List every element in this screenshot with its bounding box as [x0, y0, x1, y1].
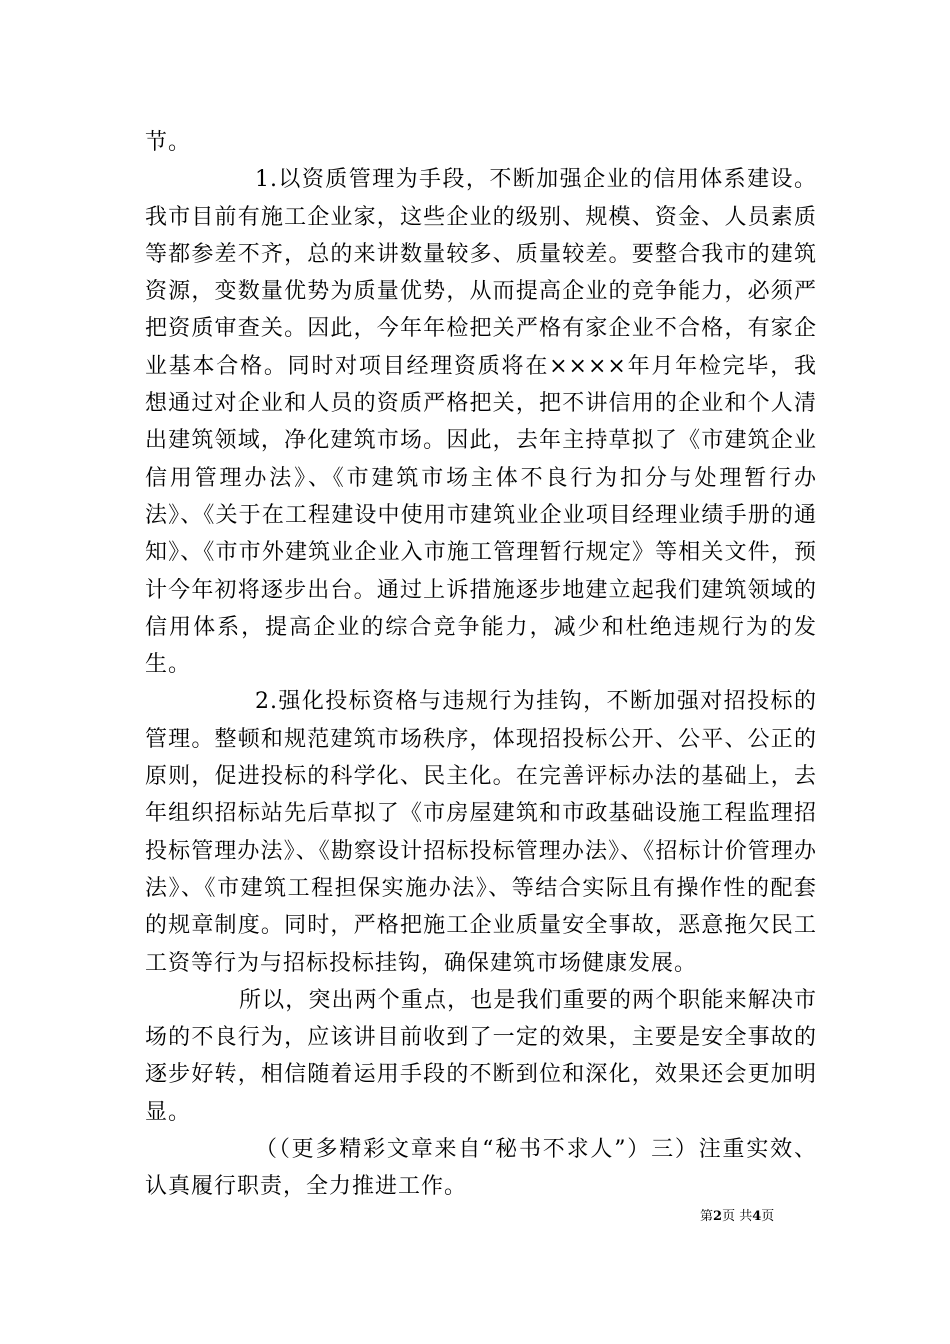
body-text — [145, 124, 817, 1206]
paragraph-item-2: 2.强化投标资格与违规行为挂钩，不断加强对招投标的管理。整顿和规范建筑市场秩序，体现招投标公开、公平、公正的原则，促进投标的科学化、民主化。在完善评标办法的基础上，去年组织招标站先后草拟了《市房屋建筑和市政基础设施工程监理招投标管理办法》、《勘察设计招标投标管理办法》、《招标计价管理办法》、《市建筑工程担保实施办法》、等结合实际且有操作性的配套的规章制度。同时，严格把施工企业质量安全事故，恶意拖欠民工工资等行为与招标投标挂钩，确保建筑市场健康发展。 — [145, 689, 817, 976]
paragraph-section-heading: （（更多精彩文章来自“秘书不求人”）三）注重实效、认真履行职责，全力推进工作。 — [145, 1137, 817, 1200]
footer-prefix: 第 — [700, 1209, 714, 1224]
paragraph-summary: 所以，突出两个重点，也是我们重要的两个职能来解决市场的不良行为，应该讲目前收到了一定的效果，主要是安全事故的逐步好转，相信随着运用手段的不断到位和深化，效果还会更加明显。 — [145, 987, 817, 1125]
paragraph-continuation: 节。 — [145, 130, 192, 155]
footer-middle: 页 共 — [722, 1209, 753, 1224]
page-footer — [700, 1205, 820, 1224]
footer-current-page: 2 — [713, 1209, 723, 1224]
footer-suffix: 页 — [761, 1209, 775, 1224]
footer-total-pages: 4 — [752, 1209, 762, 1224]
paragraph-item-1: 1.以资质管理为手段，不断加强企业的信用体系建设。我市目前有施工企业家，这些企业的级别、规模、资金、人员素质等都参差不齐，总的来讲数量较多、质量较差。要整合我市的建筑资源，变数量优势为质量优势，从而提高企业的竞争能力，必须严把资质审查关。因此，今年年检把关严格有家企业不合格，有家企业基本合格。同时对项目经理资质将在××××年月年检完毕，我想通过对企业和人员的资质严格把关，把不讲信用的企业和个人清出建筑领域，净化建筑市场。因此，去年主持草拟了《市建筑企业信用管理办法》、《市建筑市场主体不良行为扣分与处理暂行办法》、《关于在工程建设中使用市建筑业企业项目经理业绩手册的通知》、《市市外建筑业企业入市施工管理暂行规定》等相关文件，预计今年初将逐步出台。通过上诉措施逐步地建立起我们建筑领域的信用体系，提高企业的综合竞争能力，减少和杜绝违规行为的发生。 — [145, 167, 817, 678]
